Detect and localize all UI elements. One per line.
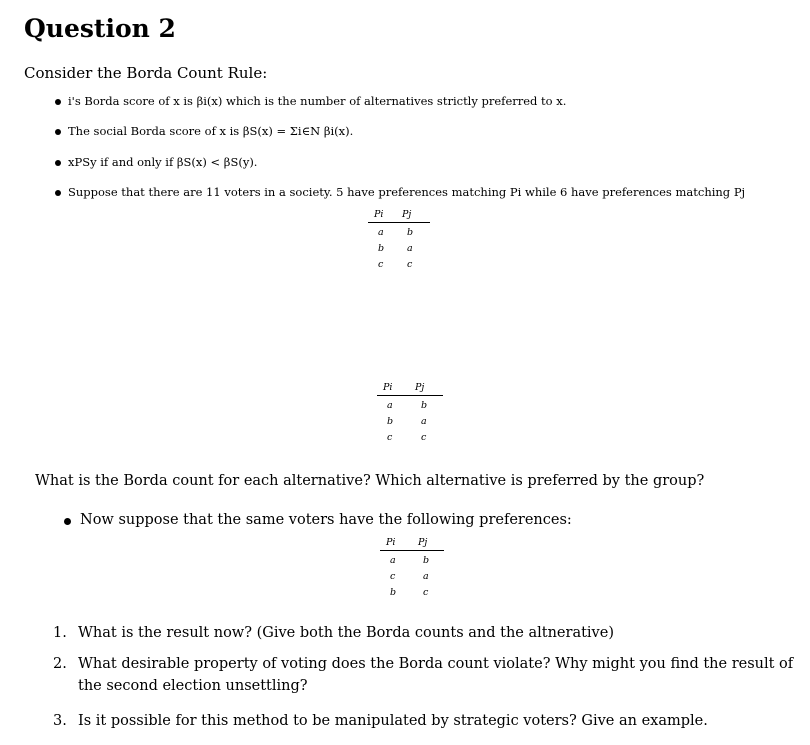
table-cell: a bbox=[390, 555, 396, 566]
question-text: What desirable property of voting does the Borda count violate? Why might you find the result of bbox=[78, 656, 794, 672]
table-cell: b bbox=[387, 416, 394, 427]
table-rule bbox=[380, 550, 444, 551]
rule-text: Suppose that there are 11 voters in a society. 5 have preferences matching Pi while 6 have preferences matching Pj bbox=[68, 185, 746, 199]
question-title: Question 2 bbox=[24, 14, 176, 43]
question-2 bbox=[53, 656, 794, 672]
table-header: Pi bbox=[374, 209, 384, 220]
intro-text: Consider the Borda Count Rule: bbox=[24, 64, 268, 82]
rule-voters bbox=[68, 185, 745, 199]
table-cell: b bbox=[378, 243, 385, 254]
table-header: Pj bbox=[415, 382, 425, 393]
question-text: Is it possible for this method to be manipulated by strategic voters? Give an example. bbox=[78, 713, 708, 729]
main-question: What is the Borda count for each alternative? Which alternative is preferred by the group? bbox=[35, 473, 705, 489]
table-cell: a bbox=[421, 416, 427, 427]
question-number: 2. bbox=[53, 656, 67, 672]
preference-table-3 bbox=[380, 537, 450, 607]
table-cell: c bbox=[378, 259, 384, 270]
rule-borda-score bbox=[68, 94, 566, 108]
table-header: Pj bbox=[402, 209, 412, 220]
table-header: Pi bbox=[383, 382, 393, 393]
rule-text: The social Borda score of x is βS(x) = Σi∈N βi(x). bbox=[68, 124, 354, 138]
table-cell: a bbox=[387, 400, 393, 411]
table-cell: c bbox=[421, 432, 427, 443]
question-1 bbox=[53, 625, 614, 641]
rule-preference bbox=[68, 155, 257, 169]
table-cell: b bbox=[407, 227, 414, 238]
rule-text: xPSy if and only if βS(x) < βS(y). bbox=[68, 155, 258, 169]
preference-table-2 bbox=[377, 382, 447, 452]
table-cell: b bbox=[423, 555, 430, 566]
table-cell: c bbox=[423, 587, 429, 598]
table-cell: c bbox=[390, 571, 396, 582]
rule-text: i's Borda score of x is βi(x) which is the number of alternatives strictly preferred to x. bbox=[68, 94, 567, 108]
table-header: Pi bbox=[386, 537, 396, 548]
table-cell: a bbox=[407, 243, 413, 254]
table-rule bbox=[377, 395, 443, 396]
table-cell: c bbox=[407, 259, 413, 270]
table-cell: a bbox=[423, 571, 429, 582]
now-suppose-bullet bbox=[80, 512, 572, 528]
question-number: 3. bbox=[53, 713, 67, 729]
question-3 bbox=[53, 713, 708, 729]
table-cell: c bbox=[387, 432, 393, 443]
now-suppose-text: Now suppose that the same voters have the following preferences: bbox=[80, 512, 572, 528]
table-cell: b bbox=[421, 400, 428, 411]
table-header: Pj bbox=[418, 537, 428, 548]
rule-social-score bbox=[68, 124, 353, 138]
question-number: 1. bbox=[53, 625, 67, 641]
question-2-continued: the second election unsettling? bbox=[78, 678, 308, 694]
table-cell: a bbox=[378, 227, 384, 238]
table-rule bbox=[368, 222, 430, 223]
table-cell: b bbox=[390, 587, 397, 598]
preference-table-1 bbox=[368, 209, 438, 279]
question-text: What is the result now? (Give both the Borda counts and the altnerative) bbox=[78, 625, 614, 641]
